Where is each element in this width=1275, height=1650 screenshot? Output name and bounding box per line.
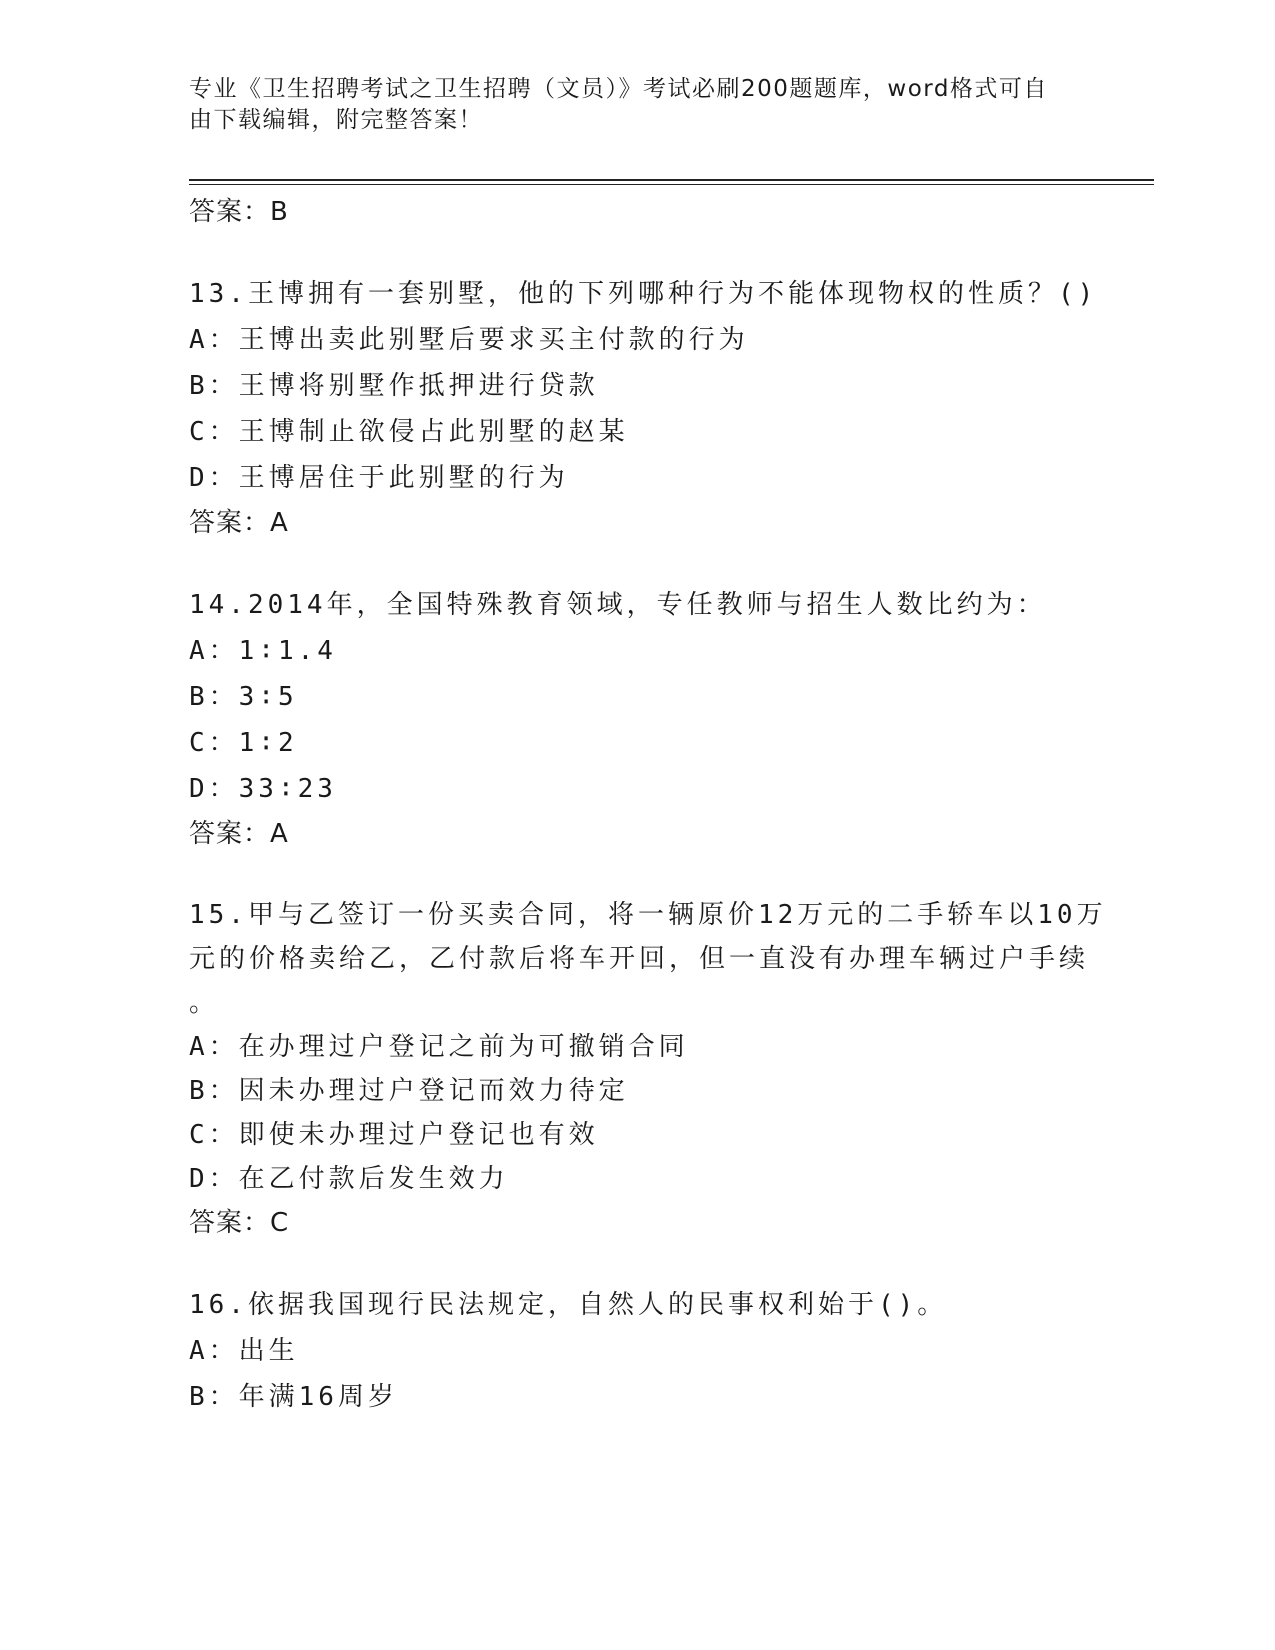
document-page [189, 0, 1154, 1650]
answer-14: 答案：A [189, 819, 289, 849]
option-a: A：出生 [189, 1336, 299, 1366]
question-stem: 14.2014年，全国特殊教育领域，专任教师与招生人数比约为： [189, 590, 1047, 620]
document-header [189, 74, 1089, 136]
spacer [189, 1246, 1154, 1282]
option-b: B：因未办理过户登记而效力待定 [189, 1076, 629, 1106]
option-c: C：王博制止欲侵占此别墅的赵某 [189, 417, 629, 447]
spacer [189, 235, 1154, 271]
option-b: B：年满16周岁 [189, 1382, 398, 1412]
option-b: B：3∶5 [189, 682, 298, 712]
option-a: A：在办理过户登记之前为可撤销合同 [189, 1032, 689, 1062]
question-stem: 13.王博拥有一套别墅，他的下列哪种行为不能体现物权的性质？() [189, 279, 1098, 309]
spacer [189, 857, 1154, 893]
question-stem-line-2: 元的价格卖给乙，乙付款后将车开回，但一直没有办理车辆过户手续 [189, 944, 1090, 974]
spacer [189, 546, 1154, 582]
option-d: D：33∶23 [189, 774, 337, 804]
answer-13: 答案：A [189, 508, 289, 538]
header-line-2: 由下载编辑，附完整答案！ [189, 107, 483, 133]
header-line-1: 专业《卫生招聘考试之卫生招聘（文员）》考试必刷200题题库，word格式可自 [189, 76, 1048, 102]
option-c: C：即使未办理过户登记也有效 [189, 1120, 599, 1150]
answer-15: 答案：C [189, 1208, 290, 1238]
question-16 [189, 1282, 1154, 1420]
question-stem: 16.依据我国现行民法规定，自然人的民事权利始于()。 [189, 1290, 948, 1320]
question-14 [189, 582, 1154, 857]
answer-12: 答案：B [189, 197, 289, 227]
header-divider [189, 179, 1154, 185]
option-d: D：王博居住于此别墅的行为 [189, 463, 569, 493]
option-c: C：1∶2 [189, 728, 298, 758]
question-stem-line-1: 15.甲与乙签订一份买卖合同，将一辆原价12万元的二手轿车以10万 [189, 900, 1107, 930]
option-a: A：1∶1.4 [189, 636, 337, 666]
question-stem-line-3: 。 [189, 988, 220, 1018]
question-13 [189, 271, 1154, 546]
question-list [189, 190, 1154, 1420]
option-a: A：王博出卖此别墅后要求买主付款的行为 [189, 325, 749, 355]
option-b: B：王博将别墅作抵押进行贷款 [189, 371, 599, 401]
question-15 [189, 893, 1154, 1246]
option-d: D：在乙付款后发生效力 [189, 1164, 509, 1194]
